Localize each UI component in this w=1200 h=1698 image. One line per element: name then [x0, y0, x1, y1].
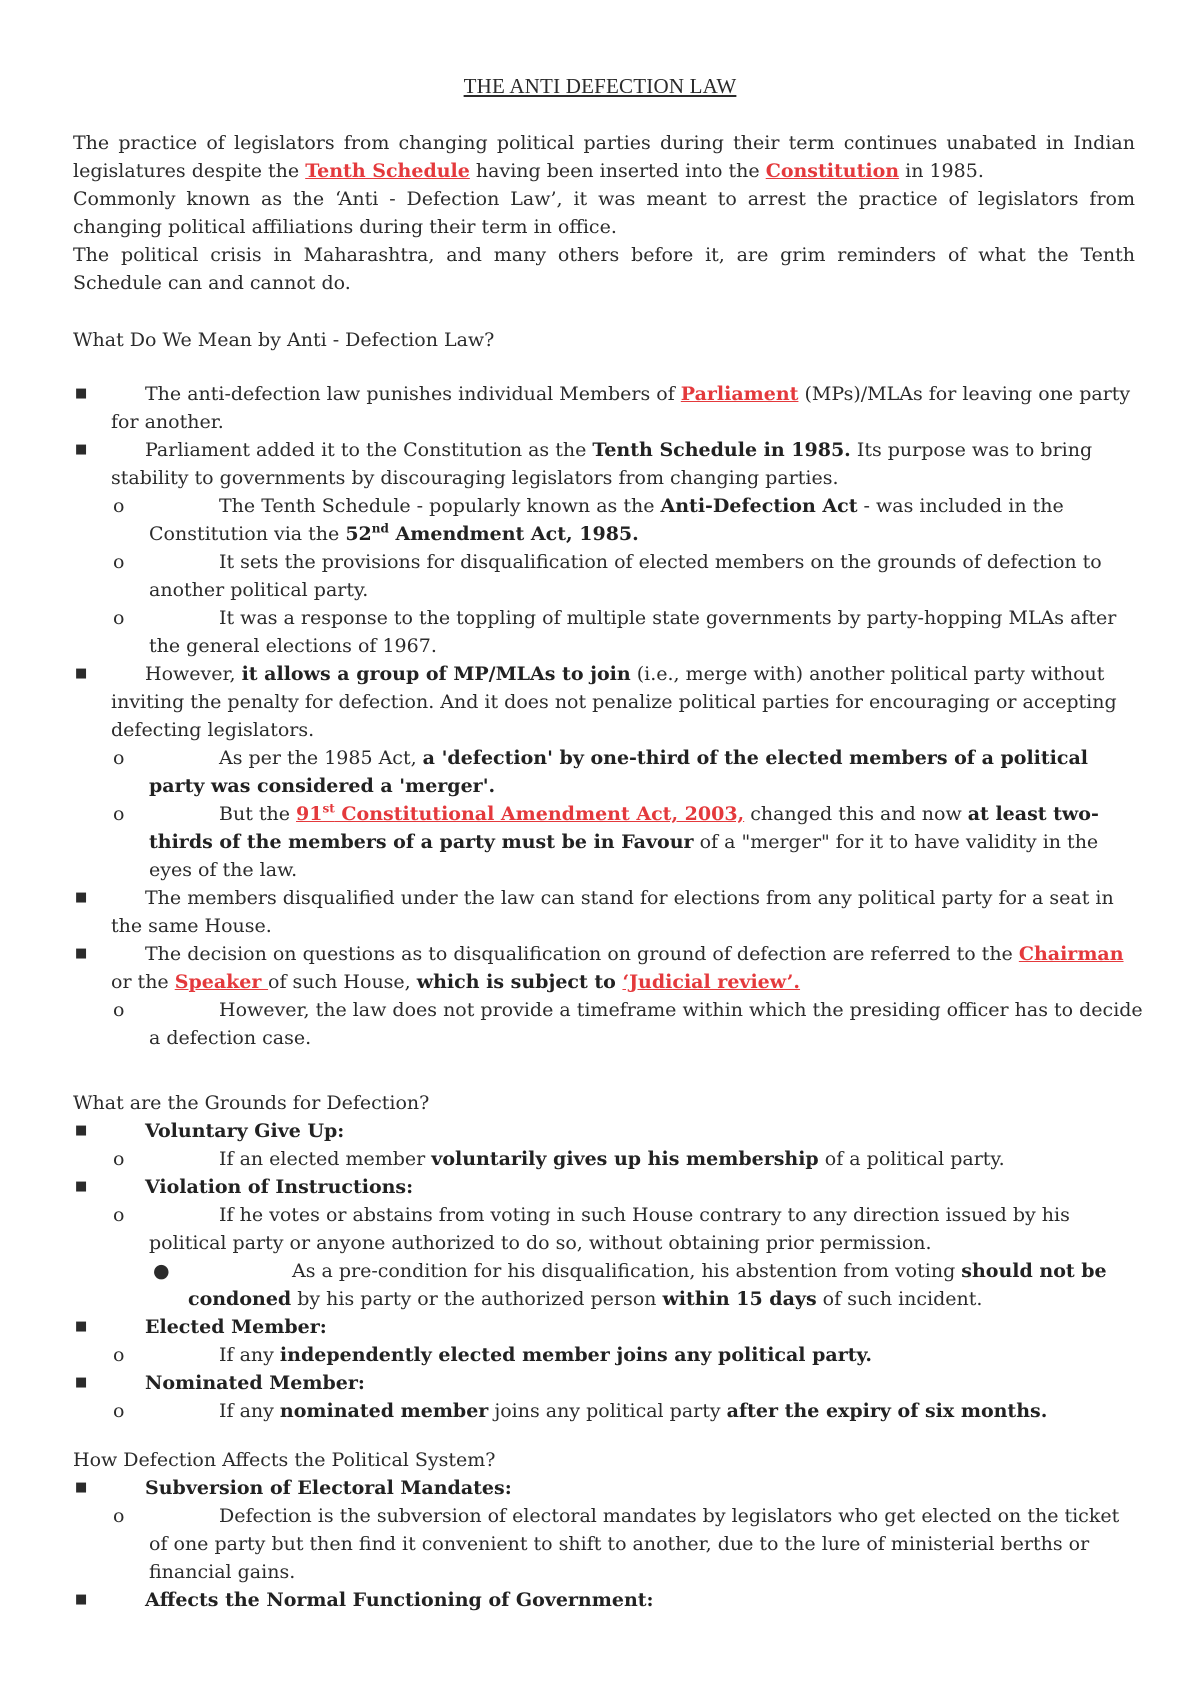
circle-bullet-icon: o [113, 1148, 125, 1170]
bold-text: it allows a group of MP/MLAs to join [241, 663, 631, 685]
list-item [73, 1313, 1143, 1341]
bold-text: at least two-thirds of the members of a party must be in Favour [149, 803, 1099, 853]
list-item [73, 1397, 1143, 1425]
square-bullet-icon: ■ [75, 442, 88, 457]
text: changed this and now [744, 803, 968, 825]
link-judicial-review[interactable]: ‘Judicial review’. [622, 971, 801, 993]
list-item [73, 1502, 1143, 1586]
list-item [73, 1201, 1143, 1257]
link-speaker[interactable]: Speaker [174, 971, 269, 993]
list-item [73, 1586, 1143, 1614]
text: The practice of legislators from changing political parties during their term continues unabated in Indian legislatures despite the [73, 132, 1135, 182]
circle-bullet-icon: o [113, 1400, 125, 1422]
heading-grounds: What are the Grounds for Defection? [73, 1092, 430, 1114]
bold-text: should not be condoned [188, 1260, 1107, 1310]
text: Its purpose was to bring stability to governments by discouraging legislators from changing parties. [111, 439, 1093, 489]
circle-bullet-icon: o [113, 495, 125, 517]
list-item [73, 1173, 1143, 1201]
bold-text: which is subject to [416, 971, 623, 993]
circle-bullet-icon: o [113, 999, 125, 1021]
circle-bullet-icon: o [113, 607, 125, 629]
square-bullet-icon: ■ [75, 1179, 88, 1194]
superscript: nd [371, 521, 389, 536]
bold-text: within 15 days [662, 1288, 817, 1310]
link-parliament[interactable]: Parliament [680, 383, 799, 405]
intro-paragraph-2: Commonly known as the ‘Anti - Defection Law’, it was meant to arrest the practice of legislators from changing political affiliations during their term in office. [73, 188, 1135, 238]
square-bullet-icon: ■ [75, 1123, 88, 1138]
text: joins any political party [488, 1400, 727, 1422]
square-bullet-icon: ■ [75, 890, 88, 905]
link-text: Constitutional Amendment Act, 2003, [334, 803, 745, 825]
square-bullet-icon: ■ [75, 386, 88, 401]
link-constitution[interactable]: Constitution [765, 160, 900, 182]
text: (MPs)/MLAs for leaving one party for another. [111, 383, 1131, 433]
bold-text: Elected Member: [145, 1316, 327, 1338]
text: The anti-defection law punishes individual Members of [145, 383, 681, 405]
bold-text: Affects the Normal Functioning of Government: [145, 1589, 654, 1611]
text: The members disqualified under the law can stand for elections from any political party for a seat in the same House. [111, 887, 1114, 937]
meaning-list [73, 380, 1143, 1052]
circle-bullet-icon: o [113, 803, 125, 825]
list-item [73, 1474, 1143, 1502]
list-item [73, 1257, 1143, 1313]
list-item [73, 380, 1143, 436]
list-item [73, 436, 1143, 492]
link-chairman[interactable]: Chairman [1018, 943, 1124, 965]
intro-section [73, 129, 1135, 297]
text: (i.e., merge with) another political party without inviting the penalty for defection. And it does not penalize political parties for encouraging or accepting defecting legislators. [111, 663, 1117, 741]
text: - was included in the Constitution via the [149, 495, 1064, 545]
circle-bullet-icon: o [113, 1344, 125, 1366]
dot-bullet-icon: ● [153, 1260, 170, 1282]
list-item [73, 1369, 1143, 1397]
list-item [73, 744, 1143, 800]
bold-text: Anti-Defection Act [660, 495, 858, 517]
bold-text: 52 [345, 523, 372, 545]
square-bullet-icon: ■ [75, 1319, 88, 1334]
circle-bullet-icon: o [113, 551, 125, 573]
square-bullet-icon: ■ [75, 1480, 88, 1495]
list-item [73, 800, 1143, 884]
grounds-list [73, 1117, 1143, 1425]
square-bullet-icon: ■ [75, 946, 88, 961]
circle-bullet-icon: o [113, 1505, 125, 1527]
bold-text: Amendment Act, 1985. [388, 523, 639, 545]
list-item [73, 1341, 1143, 1369]
bold-text: voluntarily gives up his membership [431, 1148, 819, 1170]
square-bullet-icon: ■ [75, 1375, 88, 1390]
document-title: THE ANTI DEFECTION LAW [463, 74, 737, 98]
list-item [73, 940, 1143, 996]
text: in 1985. [899, 160, 984, 182]
square-bullet-icon: ■ [75, 1592, 88, 1607]
superscript: st [322, 801, 335, 816]
circle-bullet-icon: o [113, 747, 125, 769]
list-item [73, 604, 1143, 660]
link-text: 91 [296, 803, 323, 825]
intro-paragraph-3: The political crisis in Maharashtra, and many others before it, are grim reminders of what the Tenth Schedule can and cannot do. [73, 244, 1135, 294]
text: of such incident. [816, 1288, 983, 1310]
list-item [73, 1117, 1143, 1145]
text: However, the law does not provide a timeframe within which the presiding officer has to decide a defection case. [149, 999, 1143, 1049]
circle-bullet-icon: o [113, 1204, 125, 1226]
text: of a "merger" for it to have validity in the eyes of the law. [149, 831, 1099, 881]
text: As per the 1985 Act, [219, 747, 423, 769]
intro-paragraph-1 [73, 129, 1135, 185]
bold-text: Tenth Schedule in 1985. [592, 439, 851, 461]
text: by his party or the authorized person [291, 1288, 663, 1310]
text: of a political party. [818, 1148, 1005, 1170]
text: Defection is the subversion of electoral mandates by legislators who get elected on the ticket of one party but then find it convenient to shift to another, due to the lure of ministerial berths or financial gains. [149, 1505, 1120, 1583]
list-item [73, 548, 1143, 604]
text: If any [219, 1400, 280, 1422]
list-item [73, 996, 1143, 1052]
text: However, [145, 663, 242, 685]
list-item [73, 1145, 1143, 1173]
heading-effects: How Defection Affects the Political System? [73, 1449, 496, 1471]
text: The decision on questions as to disqualification on ground of defection are referred to the [145, 943, 1019, 965]
bold-text: after the expiry of six months. [726, 1400, 1048, 1422]
text: having been inserted into the [469, 160, 766, 182]
link-tenth-schedule[interactable]: Tenth Schedule [305, 160, 470, 182]
bold-text: Nominated Member: [145, 1372, 365, 1394]
list-item [73, 884, 1143, 940]
link-91st-amendment[interactable] [296, 803, 744, 825]
list-item [73, 492, 1143, 548]
text: Parliament added it to the Constitution as the [145, 439, 593, 461]
text: But the [219, 803, 297, 825]
text: or the [111, 971, 175, 993]
bold-text: Voluntary Give Up: [145, 1120, 345, 1142]
text: It was a response to the toppling of multiple state governments by party-hopping MLAs after the general elections of 1967. [149, 607, 1117, 657]
effects-list [73, 1474, 1143, 1614]
bold-text: Subversion of Electoral Mandates: [145, 1477, 512, 1499]
text: As a pre-condition for his disqualification, his abstention from voting [292, 1260, 962, 1282]
square-bullet-icon: ■ [75, 666, 88, 681]
heading-meaning: What Do We Mean by Anti - Defection Law? [73, 329, 495, 351]
text: The Tenth Schedule - popularly known as the [219, 495, 661, 517]
text: If he votes or abstains from voting in such House contrary to any direction issued by his political party or anyone authorized to do so, without obtaining prior permission. [149, 1204, 1070, 1254]
text: It sets the provisions for disqualification of elected members on the grounds of defection to another political party. [149, 551, 1102, 601]
bold-text: a 'defection' by one-third of the elected members of a political party was considered a 'merger'. [149, 747, 1088, 797]
text: If an elected member [219, 1148, 432, 1170]
bold-text: independently elected member joins any political party. [279, 1344, 873, 1366]
bold-text: nominated member [279, 1400, 489, 1422]
text: of such House, [268, 971, 417, 993]
list-item [73, 660, 1143, 744]
bold-text: Violation of Instructions: [145, 1176, 414, 1198]
text: If any [219, 1344, 280, 1366]
